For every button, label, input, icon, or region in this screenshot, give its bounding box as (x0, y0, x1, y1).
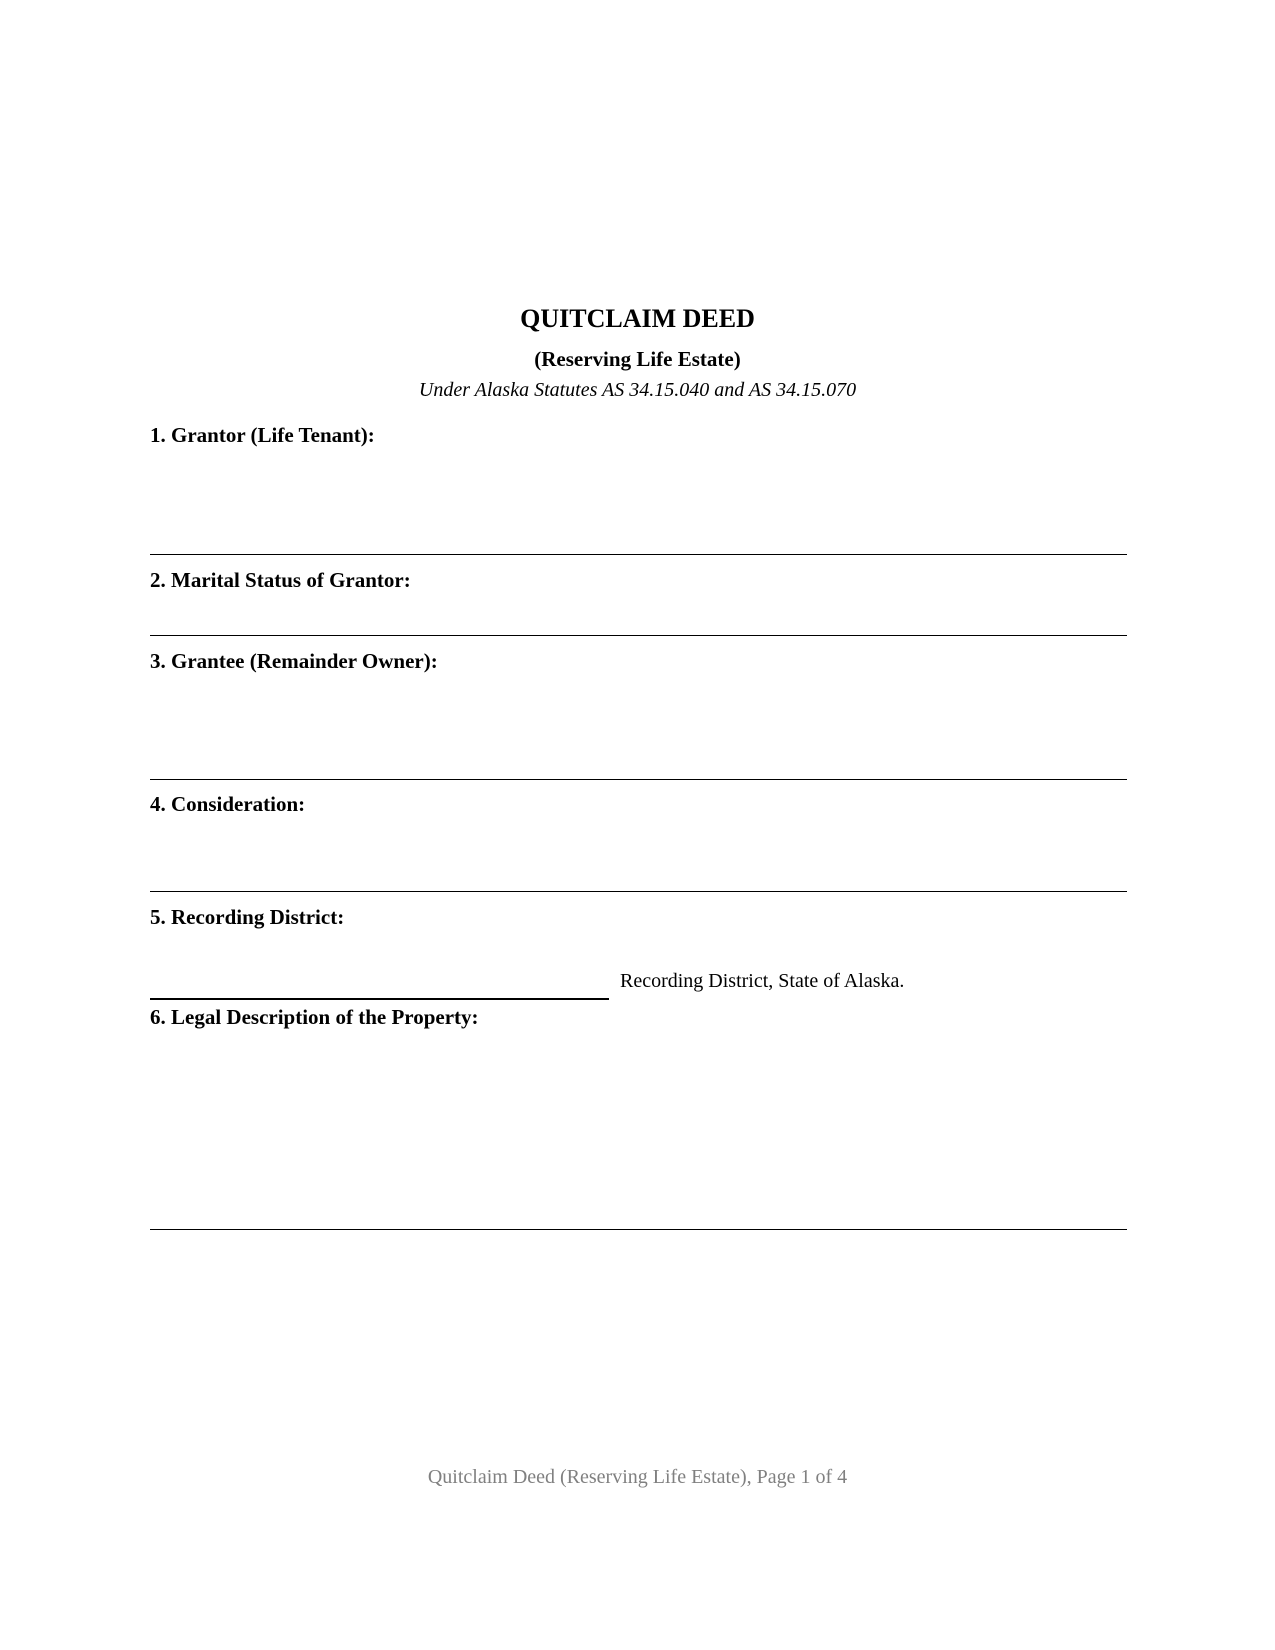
page-footer: Quitclaim Deed (Reserving Life Estate), Page 1 of 4 (427, 1466, 848, 1488)
grantee-field-line[interactable] (150, 779, 1127, 780)
statute-reference: Under Alaska Statutes AS 34.15.040 and AS 34.15.070 (418, 379, 857, 401)
legal-description-field-line[interactable] (150, 1229, 1127, 1230)
grantee-label: 3. Grantee (Remainder Owner): (150, 649, 438, 673)
grantor-field-line[interactable] (150, 554, 1127, 555)
consideration-label: 4. Consideration: (150, 792, 306, 816)
document-title: QUITCLAIM DEED (520, 304, 755, 333)
recording-district-label: 5. Recording District: (150, 905, 345, 929)
recording-district-field-line[interactable] (150, 998, 609, 1000)
marital-status-field-line[interactable] (150, 635, 1127, 636)
recording-district-suffix: Recording District, State of Alaska. (620, 970, 905, 992)
legal-description-label: 6. Legal Description of the Property: (150, 1005, 479, 1029)
grantor-label: 1. Grantor (Life Tenant): (150, 423, 375, 447)
consideration-field-line[interactable] (150, 891, 1127, 892)
marital-status-label: 2. Marital Status of Grantor: (150, 568, 411, 592)
document-subtitle: (Reserving Life Estate) (534, 347, 741, 371)
